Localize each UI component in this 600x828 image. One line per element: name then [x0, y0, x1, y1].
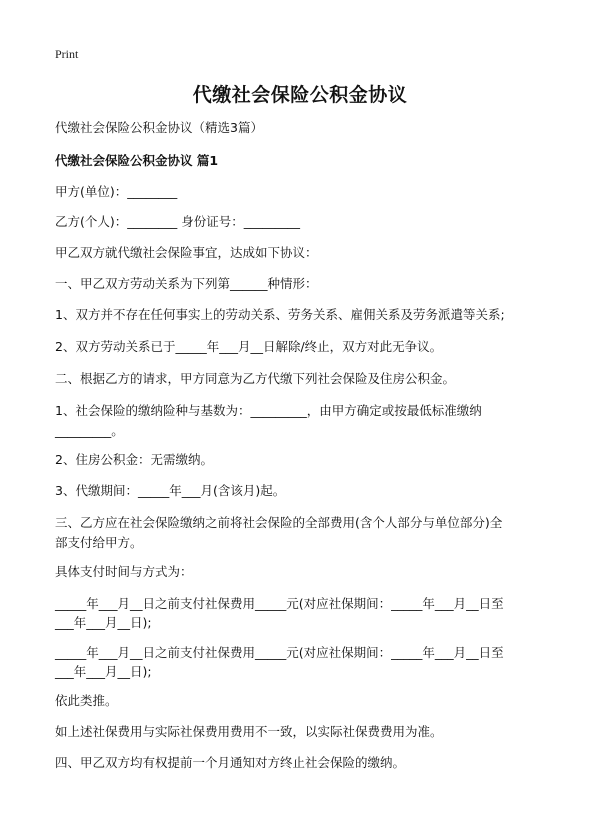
- clause-2-item-2: 2、住房公积金：无需缴纳。: [55, 452, 213, 467]
- payment-line-2-cont: ___年___月__日);: [55, 664, 152, 679]
- payment-heading: 具体支付时间与方式为：: [55, 564, 193, 579]
- document-title: 代缴社会保险公积金协议: [192, 84, 408, 106]
- clause-3: 三、乙方应在社会保险缴纳之前将社会保险的全部费用(含个人部分与单位部分)全: [55, 515, 503, 530]
- payment-line-2: _____年___月__日之前支付社保费用_____元(对应社保期间：_____年___月__日至: [55, 645, 504, 660]
- party-a-line: 甲方(单位)：________: [55, 184, 178, 199]
- document-subtitle: 代缴社会保险公积金协议（精选3篇）: [55, 120, 263, 135]
- print-link[interactable]: Print: [55, 47, 79, 61]
- section-heading: 代缴社会保险公积金协议 篇1: [55, 153, 219, 168]
- clause-2: 二、根据乙方的请求，甲方同意为乙方代缴下列社会保险及住房公积金。: [55, 371, 456, 386]
- clause-3-cont: 部支付给甲方。: [55, 535, 143, 550]
- clause-1-item-1: 1、双方并不存在任何事实上的劳动关系、劳务关系、雇佣关系及劳务派遣等关系;: [55, 307, 505, 322]
- discrepancy-line: 如上述社保费用与实际社保费用费用不一致，以实际社保费费用为准。: [55, 724, 443, 739]
- clause-4: 四、甲乙双方均有权提前一个月通知对方终止社会保险的缴纳。: [55, 755, 406, 770]
- clause-2-item-1-cont: _________。: [55, 423, 124, 438]
- clause-1-item-2: 2、双方劳动关系已于_____年___月__日解除/终止，双方对此无争议。: [55, 339, 443, 354]
- clause-2-item-1: 1、社会保险的缴纳险种与基数为：_________，由甲方确定或按最低标准缴纳: [55, 403, 482, 418]
- clause-1: 一、甲乙双方劳动关系为下列第______种情形：: [55, 276, 318, 291]
- etc-line: 依此类推。: [55, 693, 118, 708]
- payment-line-1: _____年___月__日之前支付社保费用_____元(对应社保期间：_____年___月__日至: [55, 596, 504, 611]
- party-b-line: 乙方(个人)：________ 身份证号：_________: [55, 214, 300, 229]
- clause-2-item-3: 3、代缴期间：_____年___月(含该月)起。: [55, 483, 286, 498]
- payment-line-1-cont: ___年___月__日);: [55, 615, 152, 630]
- intro-paragraph: 甲乙双方就代缴社会保险事宜，达成如下协议：: [55, 245, 318, 260]
